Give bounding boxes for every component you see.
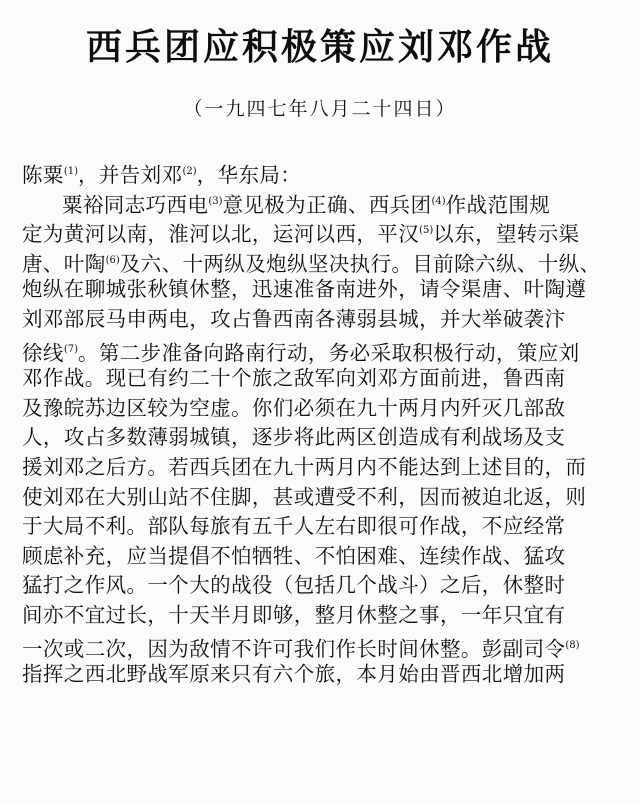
text-segment: 人，攻占多数薄弱城镇，逐步将此两区创造成有利战场及支 (22, 425, 566, 450)
text-line (22, 423, 622, 453)
text-segment: ，华东局： (196, 163, 302, 187)
text-line (22, 305, 622, 335)
text-line (22, 542, 622, 572)
text-segment: 使刘邓在大别山站不住脚，甚或遭受不利，因而被迫北返，则 (22, 484, 587, 509)
footnote-marker: (3) (208, 195, 223, 207)
text-line (22, 216, 622, 246)
text-segment: 及六、十两纵及炮纵坚决执行。目前除六纵、十纵、 (119, 251, 601, 276)
text-segment: 猛打之作风。一个大的战役（包括几个战斗）之后，休整时 (22, 573, 566, 598)
footnote-marker: (5) (419, 225, 434, 237)
text-line (22, 157, 622, 187)
text-segment: 指挥之西北野战军原来只有六个旅，本月始由晋西北增加两 (22, 662, 566, 687)
text-line (22, 275, 622, 305)
footnote-marker: (7) (63, 343, 78, 355)
text-segment: ，并告刘邓 (77, 163, 183, 187)
text-segment: 唐、叶陶 (22, 251, 106, 276)
text-line (22, 660, 622, 690)
footnote-marker: (2) (182, 166, 197, 177)
text-line (22, 571, 622, 601)
text-line (22, 453, 622, 483)
text-line (22, 364, 622, 394)
text-segment: 粟裕同志巧西电 (62, 192, 209, 217)
text-line (22, 631, 622, 661)
text-segment: 意见极为正确、西兵团 (222, 192, 432, 217)
text-segment: 顾虑补充，应当提倡不怕牺牲、不怕困难、连续作战、猛攻 (22, 543, 566, 568)
text-segment: 及豫皖苏边区较为空虚。你们必须在九十两月内歼灭几部敌 (22, 395, 566, 420)
text-segment: 一次或二次，因为敌情不许可我们作长时间休整。彭副司令 (22, 636, 566, 661)
text-line (22, 246, 622, 276)
text-segment: 炮纵在聊城张秋镇休整，迅速准备南进外，请令渠唐、叶陶遵 (22, 277, 587, 302)
text-segment: 邓作战。现已有约二十个旅之敌军向刘邓方面前进，鲁西南 (22, 366, 566, 391)
document-body (22, 157, 622, 690)
text-segment: 。第二步准备向路南行动，务必采取积极行动，策应刘 (77, 340, 580, 365)
text-segment: 陈粟 (22, 163, 64, 187)
footnote-marker: (4) (431, 195, 446, 207)
footnote-marker: (1) (63, 166, 78, 177)
text-line (22, 335, 622, 365)
text-segment: 徐线 (22, 340, 64, 365)
document-date: （一九四七年八月二十四日） (183, 98, 457, 120)
footnote-marker: (8) (565, 639, 580, 651)
text-segment: 间亦不宜过长，十天半月即够，整月休整之事，一年只宜有 (22, 602, 566, 627)
text-segment: 以东，望转示渠 (433, 222, 580, 247)
text-line (22, 187, 622, 217)
footnote-marker: (6) (105, 254, 120, 266)
text-line (22, 512, 622, 542)
text-segment: 定为黄河以南，淮河以北，运河以西，平汉 (22, 222, 420, 247)
text-segment: 刘邓部辰马申两电，攻占鲁西南各薄弱县城，并大举破袭汴 (22, 306, 566, 331)
text-line (22, 483, 622, 513)
text-line (22, 601, 622, 631)
text-segment: 于大局不利。部队每旅有五千人左右即很可作战，不应经常 (22, 514, 566, 539)
text-segment: 援刘邓之后方。若西兵团在九十两月内不能达到上述目的，而 (22, 454, 587, 479)
text-segment: 作战范围规 (445, 192, 551, 217)
document-title: 西兵团应积极策应刘邓作战 (85, 27, 554, 68)
text-line (22, 394, 622, 424)
